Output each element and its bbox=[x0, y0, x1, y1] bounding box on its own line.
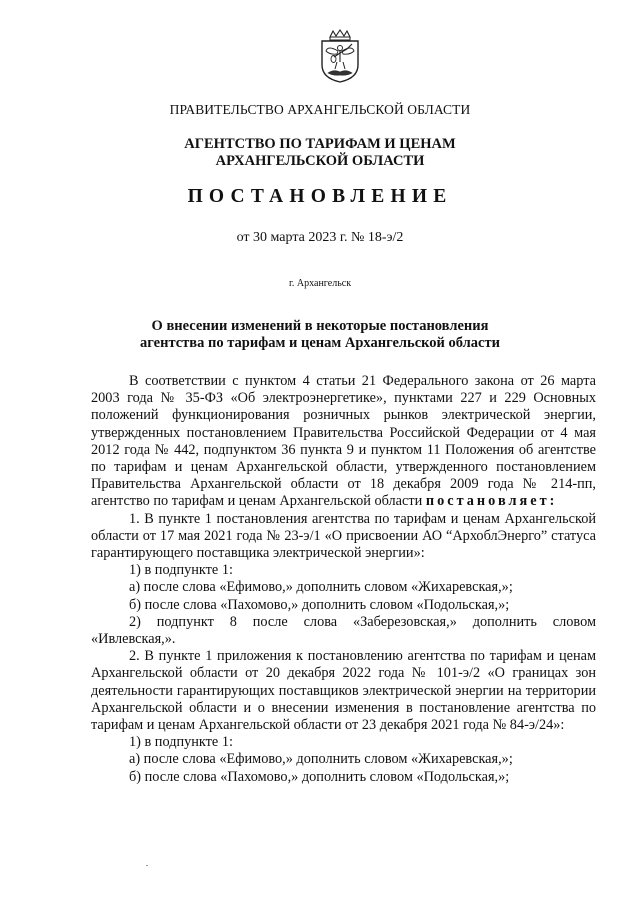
decree-word: постановляет: bbox=[425, 493, 558, 510]
government-name: ПРАВИТЕЛЬСТВО АРХАНГЕЛЬСКОЙ ОБЛАСТИ bbox=[169, 102, 471, 117]
item-1-subitem-1: 1) в подпункте 1: bbox=[129, 562, 233, 579]
document-type: ПОСТАНОВЛЕНИЕ bbox=[187, 186, 453, 207]
subject-line1: О внесении изменений в некоторые постановления bbox=[151, 318, 489, 334]
item-1-subitem-1-a: а) после слова «Ефимово,» дополнить словом «Жихаревская,»; bbox=[129, 579, 513, 596]
document-city: г. Архангельск bbox=[288, 278, 352, 289]
document-subject bbox=[0, 318, 640, 352]
document-date-number: от 30 марта 2023 г. № 18-э/2 bbox=[236, 230, 404, 245]
subject-line2: агентства по тарифам и ценам Архангельской области bbox=[140, 335, 500, 351]
item-2-subitem-1-b: б) после слова «Пахомово,» дополнить словом «Подольская,»; bbox=[129, 768, 510, 785]
coat-of-arms-icon bbox=[318, 29, 362, 83]
scan-artifact-dot bbox=[146, 865, 148, 866]
item-2-subitem-1-a: а) после слова «Ефимово,» дополнить словом «Жихаревская,»; bbox=[129, 751, 513, 768]
item-1-subitem-2: 2) подпункт 8 после слова «Заберезовская,» дополнить словом «Ивлевская,». bbox=[91, 613, 596, 648]
item-2: 2. В пункте 1 приложения к постановлению агентства по тарифам и ценам Архангельской области от 20 декабря 2022 года № 101-э/2 «О границах зон деятельности гарантирующих поставщиков электрической энергии на территории Архангельской области и о внесении изменения в постановление агентства по тарифам и ценам Архангельской области от 23 декабря 2021 года № 84-э/24»: bbox=[91, 648, 596, 734]
preamble-paragraph bbox=[91, 373, 596, 511]
item-2-subitem-1: 1) в подпункте 1: bbox=[129, 734, 233, 751]
item-1-subitem-1-b: б) после слова «Пахомово,» дополнить словом «Подольская,»; bbox=[129, 596, 510, 613]
agency-name bbox=[0, 136, 640, 170]
document-body bbox=[91, 373, 596, 786]
preamble-text: В соответствии с пунктом 4 статьи 21 Федерального закона от 26 марта 2003 года № 35-ФЗ «Об электроэнергетике», пунктами 227 и 229 Основных положений функционирования розничных рынков электрической энергии, утвержденных постановлением Правительства Российской Федерации от 4 мая 2012 года № 442, подпунктом 36 пункта 9 и пунктом 11 Положения об агентстве по тарифам и ценам Архангельской области, утвержденного постановлением Правительства Архангельской области от 18 декабря 2009 года № 214-пп, агентство по тарифам и ценам Архангельской области bbox=[91, 373, 596, 510]
agency-name-line1: АГЕНТСТВО ПО ТАРИФАМ И ЦЕНАМ bbox=[184, 136, 456, 152]
agency-name-line2: АРХАНГЕЛЬСКОЙ ОБЛАСТИ bbox=[215, 153, 425, 169]
item-1: 1. В пункте 1 постановления агентства по тарифам и ценам Архангельской области от 17 мая 2021 года № 23-э/1 «О присвоении АО “АрхоблЭнерго” статуса гарантирующего поставщика электрической энергии»: bbox=[91, 510, 596, 562]
